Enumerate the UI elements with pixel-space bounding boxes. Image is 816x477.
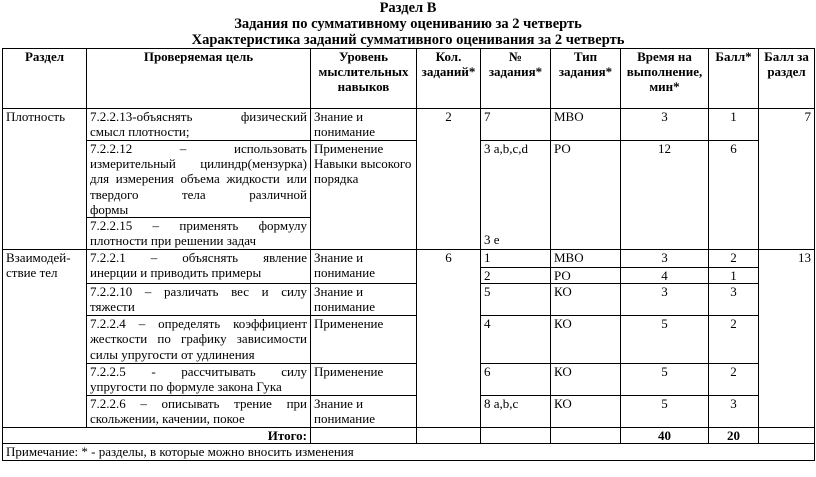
type-cell: КО — [551, 316, 621, 364]
section-score-cell: 7 — [759, 109, 815, 250]
score-cell: 1 — [709, 268, 759, 284]
table-row — [3, 284, 815, 316]
section-name: Взаимодей-ствие тел — [3, 250, 87, 428]
score-cell: 3 — [709, 284, 759, 316]
col-count: Кол. заданий* — [417, 49, 481, 109]
goal-cell: 7.2.2.13-объяснять физический смысл плотности; — [87, 109, 311, 141]
table-row — [3, 141, 815, 218]
time-cell: 3 — [621, 109, 709, 141]
col-time: Время на выполнение, мин* — [621, 49, 709, 109]
note-row — [3, 444, 815, 461]
type-cell: МВО — [551, 250, 621, 268]
time-cell: 5 — [621, 364, 709, 396]
col-number: № задания* — [481, 49, 551, 109]
goal-cell: 7.2.2.4 – определять коэффициент жесткости по графику зависимости силы упругости от удлинения — [87, 316, 311, 364]
number-cell: 8 a,b,c — [481, 396, 551, 428]
goal-cell: 7.2.2.6 – описывать трение при скольжении, качении, покое — [87, 396, 311, 428]
level-cell: Знание и понимание — [311, 284, 417, 316]
level-cell: Знание и понимание — [311, 396, 417, 428]
heading-section: Раздел В — [379, 0, 437, 16]
number-cell: 3 a,b,c,d 3 e — [481, 141, 551, 250]
type-cell: РО — [551, 141, 621, 250]
goal-cell: 7.2.2.12 – использовать измерительный цилиндр(мензурка) для измерения объема жидкости или твердого тела различной формы — [87, 141, 311, 218]
count-cell: 2 — [417, 109, 481, 250]
level-cell: Применение — [311, 364, 417, 396]
assessment-table — [2, 48, 815, 461]
number-cell: 1 — [481, 250, 551, 268]
type-cell: КО — [551, 396, 621, 428]
goal-cell: 7.2.2.15 – применять формулу плотности при решении задач — [87, 218, 311, 250]
type-cell: МВО — [551, 109, 621, 141]
header-row — [3, 49, 815, 109]
table-row — [3, 250, 815, 268]
col-level: Уровень мыслительных навыков — [311, 49, 417, 109]
number-cell: 6 — [481, 364, 551, 396]
table-row — [3, 396, 815, 428]
time-cell: 3 — [621, 250, 709, 268]
page-heading — [0, 0, 816, 48]
number-cell: 4 — [481, 316, 551, 364]
total-time: 40 — [621, 428, 709, 444]
time-cell: 5 — [621, 316, 709, 364]
goal-cell: 7.2.2.5 - рассчитывать силу упругости по формуле закона Гука — [87, 364, 311, 396]
time-cell: 4 — [621, 268, 709, 284]
time-cell: 3 — [621, 284, 709, 316]
level-cell: Знание и понимание — [311, 250, 417, 284]
col-section: Раздел — [3, 49, 87, 109]
time-cell: 5 — [621, 396, 709, 428]
number-cell: 7 — [481, 109, 551, 141]
table-row — [3, 316, 815, 364]
number-cell: 5 — [481, 284, 551, 316]
score-cell: 3 — [709, 396, 759, 428]
level-cell: Знание и понимание — [311, 109, 417, 141]
heading-subtitle: Характеристика заданий суммативного оценивания за 2 четверть — [191, 32, 625, 48]
total-row — [3, 428, 815, 444]
table-row — [3, 109, 815, 141]
level-cell: Применение — [311, 316, 417, 364]
score-cell: 2 — [709, 316, 759, 364]
score-cell: 1 — [709, 109, 759, 141]
note-text: Примечание: * - разделы, в которые можно вносить изменения — [3, 444, 815, 461]
col-score: Балл* — [709, 49, 759, 109]
type-cell: КО — [551, 284, 621, 316]
type-cell: РО — [551, 268, 621, 284]
score-cell: 6 — [709, 141, 759, 250]
level-cell: Применение Навыки высокого порядка — [311, 141, 417, 250]
section-name: Плотность — [3, 109, 87, 250]
type-cell: КО — [551, 364, 621, 396]
section-score-cell: 13 — [759, 250, 815, 428]
number-cell: 2 — [481, 268, 551, 284]
table-row — [3, 364, 815, 396]
col-section-score: Балл за раздел — [759, 49, 815, 109]
col-goal: Проверяемая цель — [87, 49, 311, 109]
goal-cell: 7.2.2.10 – различать вес и силу тяжести — [87, 284, 311, 316]
heading-title: Задания по суммативному оцениванию за 2 четверть — [234, 16, 582, 32]
score-cell: 2 — [709, 250, 759, 268]
col-type: Тип задания* — [551, 49, 621, 109]
total-label: Итого: — [3, 428, 311, 444]
count-cell: 6 — [417, 250, 481, 428]
goal-cell: 7.2.2.1 – объяснять явление инерции и приводить примеры — [87, 250, 311, 284]
score-cell: 2 — [709, 364, 759, 396]
time-cell: 12 — [621, 141, 709, 250]
total-score: 20 — [709, 428, 759, 444]
